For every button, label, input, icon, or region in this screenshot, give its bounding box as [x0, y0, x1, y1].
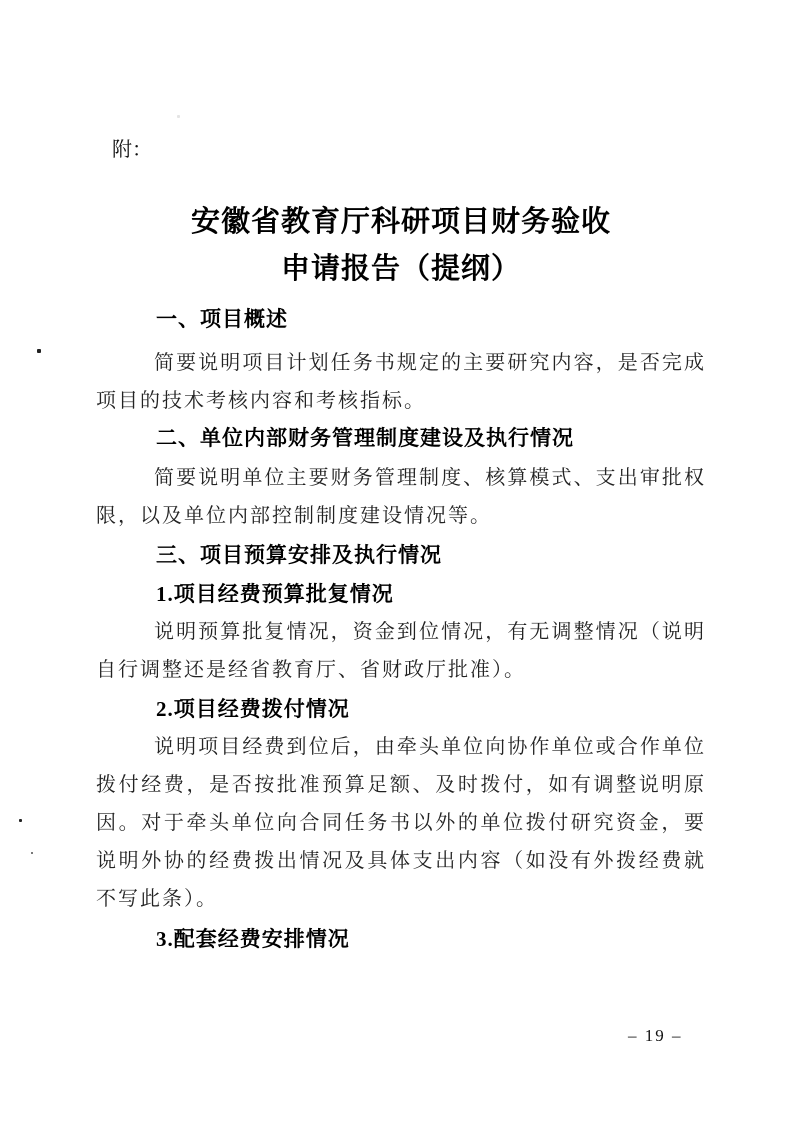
section-heading-2: 二、单位内部财务管理制度建设及执行情况	[156, 427, 574, 450]
section-heading-3: 三、项目预算安排及执行情况	[156, 544, 442, 567]
page-number: – 19 –	[628, 1026, 683, 1045]
document-title	[96, 199, 706, 293]
scan-speck	[31, 852, 33, 854]
subsection-heading-3-2: 2.项目经费拨付情况	[156, 697, 350, 721]
attachment-label: 附：	[112, 139, 152, 161]
title-line-1: 安徽省教育厅科研项目财务验收	[190, 206, 611, 239]
subsection-3-1-paragraph: 说明预算批复情况，资金到位情况，有无调整情况（说明自行调整还是经省教育厅、省财政厅批准）。	[96, 621, 706, 681]
section-heading-1: 一、项目概述	[156, 308, 288, 331]
scan-speck	[19, 819, 22, 822]
scan-speck	[177, 115, 180, 118]
section-2-paragraph: 简要说明单位主要财务管理制度、核算模式、支出审批权限，以及单位内部控制制度建设情况等。	[96, 467, 706, 527]
subsection-3-2-paragraph: 说明项目经费到位后，由牵头单位向协作单位或合作单位拨付经费，是否按批准预算足额、及时拨付，如有调整说明原因。对于牵头单位向合同任务书以外的单位拨付研究资金，要说明外协的经费拨出情况及具体支出内容（如没有外拨经费就不写此条）。	[96, 736, 706, 910]
section-1-paragraph: 简要说明项目计划任务书规定的主要研究内容，是否完成项目的技术考核内容和考核指标。	[96, 352, 706, 412]
scan-speck	[37, 349, 41, 353]
title-line-2: 申请报告（提纲）	[280, 253, 521, 286]
subsection-heading-3-1: 1.项目经费预算批复情况	[156, 582, 394, 606]
subsection-heading-3-3: 3.配套经费安排情况	[156, 927, 350, 951]
